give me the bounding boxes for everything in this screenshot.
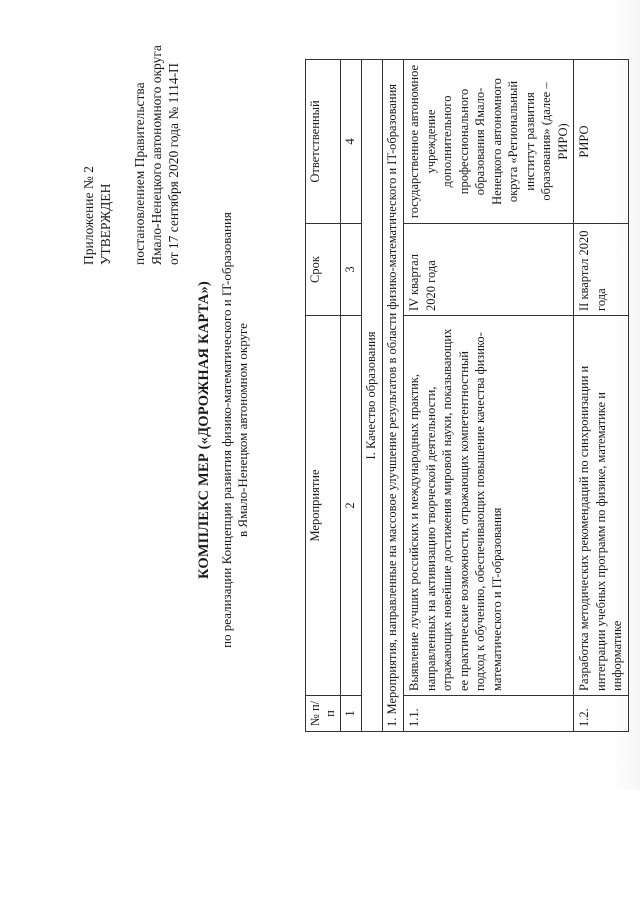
approval-line: от 17 сентября 2020 года № 1114-П (166, 63, 181, 265)
row-number: 1.2. (574, 696, 629, 732)
document-title: КОМПЛЕКС МЕР («ДОРОЖНАЯ КАРТА») (196, 281, 212, 579)
document-subtitle (219, 130, 251, 730)
header-term: Срок (306, 224, 341, 316)
column-number-row (341, 60, 362, 732)
approval-line: Ямало-Ненецкого автономного округа (149, 45, 164, 265)
column-number: 3 (341, 224, 362, 316)
page-bottom-margin (0, 790, 640, 905)
subsection-row (383, 60, 404, 732)
header-number: № п/п (306, 696, 341, 732)
approval-spacer (114, 0, 131, 265)
row-responsible: государственное автономное учреждение дополнительного профессионального образования Ямало-Ненецкого автономного округа «Региональный институт развития образования» (далее – РИРО) (404, 60, 574, 224)
subtitle-line: по реализации Концепции развития физико-математического и IT-образования (219, 212, 234, 648)
row-activity: Разработка методических рекомендаций по синхронизации и интеграции учебных программ по физике, математике и информатике (574, 316, 629, 696)
column-number: 4 (341, 60, 362, 224)
approval-line: постановлением Правительства (132, 82, 147, 265)
row-term: IV квартал 2020 года (404, 224, 574, 316)
column-number: 2 (341, 316, 362, 696)
row-activity: Выявление лучших российских и международных практик, направленных на активизацию творческой деятельности, отражающих новейшие достижения мировой науки, показывающих ее практические возможности, отражающих компетентностный подход к обучению, обеспечивающих повышение качества физико-математического и IT-образования (404, 316, 574, 696)
approved-stamp-text: УТВЕРЖДЕН (98, 183, 113, 265)
header-activity: Мероприятие (306, 316, 341, 696)
table-header-row (306, 60, 341, 732)
roadmap-table (305, 59, 629, 732)
table-row (404, 60, 574, 732)
row-responsible: РИРО (574, 60, 629, 224)
table-row (574, 60, 629, 732)
subsection-title: 1. Мероприятия, направленные на массовое улучшение результатов в области физико-математического и IT-образования (383, 60, 404, 732)
approval-block (80, 0, 182, 265)
header-responsible: Ответственный (306, 60, 341, 224)
column-number: 1 (341, 696, 362, 732)
row-term: II квартал 2020 года (574, 224, 629, 316)
section-row (362, 60, 383, 732)
section-title: I. Качество образования (362, 60, 383, 732)
row-number: 1.1. (404, 696, 574, 732)
appendix-number: Приложение № 2 (81, 166, 96, 265)
subtitle-line: в Ямало-Ненецком автономном округе (235, 323, 250, 537)
